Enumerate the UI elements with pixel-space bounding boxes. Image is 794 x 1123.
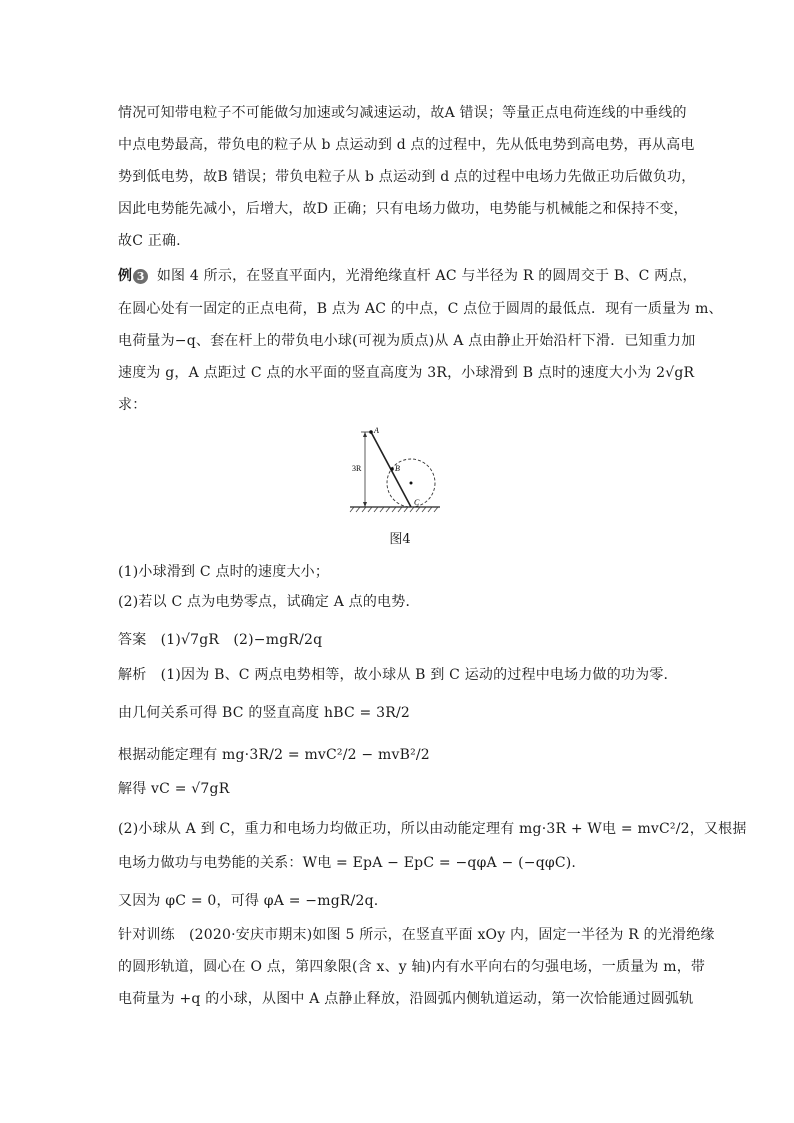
- question-2: (2)若以 C 点为电势零点，试确定 A 点的电势．: [118, 594, 420, 610]
- intro-line-5: 故C 正确.: [118, 233, 181, 249]
- analysis-line-7: 又因为 φC = 0，可得 φA = −mgR/2q.: [118, 893, 379, 909]
- label-c: C: [414, 498, 420, 507]
- example-line-4: 速度为 g，A 点距过 C 点的水平面的竖直高度为 3R，小球滑到 B 点时的速度大小为 2√gR: [118, 365, 695, 381]
- label-height: 3R: [352, 464, 362, 473]
- figure-4-caption: 图4: [389, 532, 411, 547]
- practice-line-3: 电荷量为 +q 的小球，从图中 A 点静止释放，沿圆弧内侧轨道运动，第一次恰能通过圆弧轨: [118, 991, 694, 1007]
- practice-line-1: 针对训练 (2020·安庆市期末)如图 5 所示，在竖直平面 xOy 内，固定一半径为 R 的光滑绝缘: [118, 927, 715, 943]
- intro-line-3: 势到低电势，故B 错误；带负电粒子从 b 点运动到 d 点的过程中电场力先做正功后做负功，: [118, 169, 696, 185]
- practice-line-2: 的圆形轨道，圆心在 O 点，第四象限(含 x、y 轴)内有水平向右的匀强电场，一质量为 m，带: [118, 959, 706, 975]
- label-b: B: [395, 464, 400, 473]
- analysis-line-6: 电场力做功与电势能的关系：W电 = EpA − EpC = −qφA − (−qφC).: [118, 855, 577, 871]
- example-text-1: 如图 4 所示，在竖直平面内，光滑绝缘直杆 AC 与半径为 R 的圆周交于 B、C 两点，: [156, 268, 697, 284]
- example-number-badge: 3: [133, 269, 148, 284]
- analysis-line-3: 根据动能定理有 mg·3R/2 = mvC²/2 − mvB²/2: [118, 747, 430, 763]
- analysis-line-1: 解析 (1)因为 B、C 两点电势相等，故小球从 B 到 C 运动的过程中电场力做的功为零.: [118, 667, 669, 683]
- question-1: (1)小球滑到 C 点时的速度大小；: [118, 564, 330, 580]
- intro-line-4: 因此电势能先减小，后增大，故D 正确；只有电场力做功，电势能与机械能之和保持不变，: [118, 201, 688, 217]
- example-line-1: [118, 265, 697, 287]
- intro-line-1: 情况可知带电粒子不可能做匀加速或匀减速运动，故A 错误；等量正点电荷连线的中垂线的: [118, 105, 687, 121]
- example-line-2: 在圆心处有一固定的正点电荷，B 点为 AC 的中点，C 点位于圆周的最低点．现有一质量为 m、: [118, 301, 723, 317]
- example-line-5: 求：: [118, 397, 147, 413]
- figure-4-diagram: [340, 425, 450, 515]
- analysis-line-5: (2)小球从 A 到 C，重力和电场力均做正功，所以由动能定理有 mg·3R + W电 = mvC²/2，又根据: [118, 821, 747, 837]
- label-a: A: [374, 426, 379, 435]
- intro-line-2: 中点电势最高，带负电的粒子从 b 点运动到 d 点的过程中，先从低电势到高电势，再从高电: [118, 137, 695, 153]
- analysis-line-4: 解得 vC = √7gR: [118, 781, 230, 797]
- example-line-3: 电荷量为−q、套在杆上的带负电小球(可视为质点)从 A 点由静止开始沿杆下滑．已知重力加: [118, 333, 696, 349]
- answer-line: 答案 (1)√7gR (2)−mgR/2q: [118, 632, 323, 648]
- analysis-line-2: 由几何关系可得 BC 的竖直高度 hBC = 3R/2: [118, 705, 410, 721]
- example-label: 例: [118, 268, 133, 284]
